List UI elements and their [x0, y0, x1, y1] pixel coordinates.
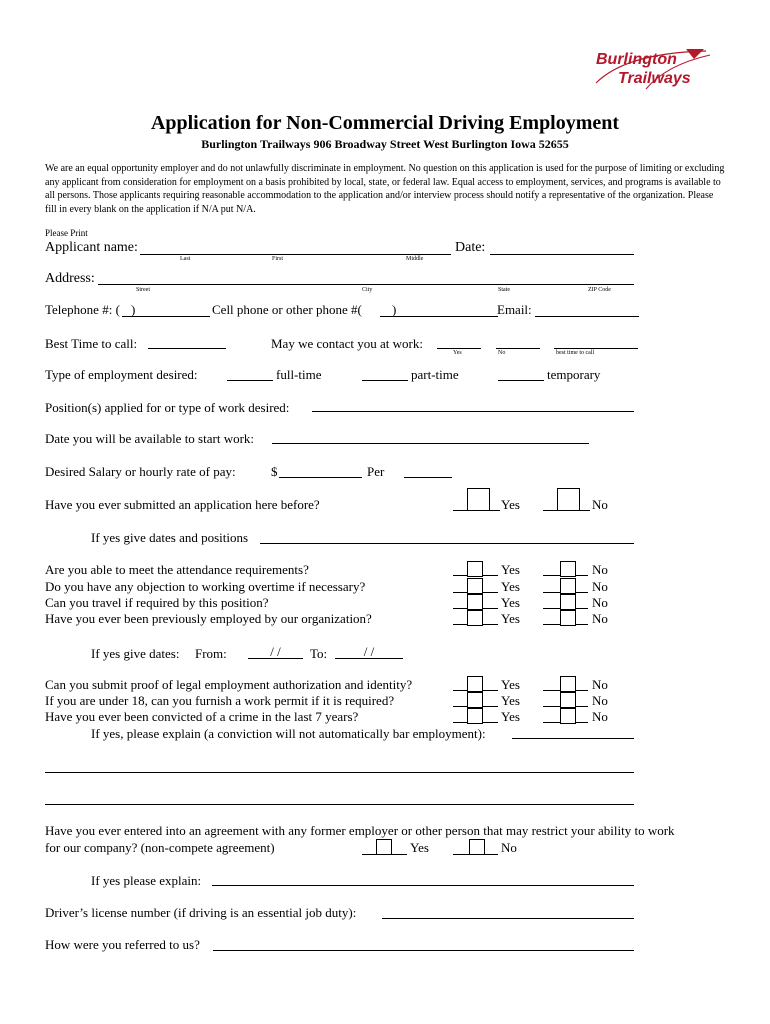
submitted-yes-checkbox[interactable] [467, 488, 490, 511]
cell-close-paren: ) [392, 302, 397, 317]
first-sublabel: First [272, 256, 284, 262]
logo-line1: Burlington [596, 51, 677, 68]
contact-work-label: May we contact you at work: [271, 336, 423, 351]
overtime-yes-label: Yes [501, 579, 520, 594]
crime-explain-line-2[interactable] [45, 772, 634, 773]
last-sublabel: Last [180, 256, 191, 262]
page-subtitle: Burlington Trailways 906 Broadway Street West Burlington Iowa 52655 [201, 137, 569, 151]
attendance-yes-label: Yes [501, 562, 520, 577]
crime-explain-field[interactable] [512, 738, 634, 739]
full-time-field[interactable] [227, 380, 273, 381]
best-time-work-field[interactable] [554, 348, 638, 349]
yes-sublabel: Yes [453, 350, 462, 356]
part-time-label: part-time [411, 367, 459, 382]
currency-symbol: $ [271, 464, 278, 479]
attendance-yes-checkbox[interactable] [467, 561, 483, 577]
legal-auth-yes-label: Yes [501, 677, 520, 692]
applicant-name-label: Applicant name: [45, 240, 138, 255]
zip-sublabel: ZIP Code [588, 287, 611, 293]
contact-work-yes-field[interactable] [437, 348, 481, 349]
travel-no-checkbox[interactable] [560, 594, 576, 610]
noncompete-yes-checkbox[interactable] [376, 839, 392, 855]
telephone-label: Telephone #: ( [45, 302, 120, 317]
travel-no-label: No [592, 595, 608, 610]
part-time-field[interactable] [362, 380, 408, 381]
applicant-name-field[interactable] [140, 254, 451, 255]
attendance-no-label: No [592, 562, 608, 577]
from-date-field[interactable]: / / [248, 646, 303, 659]
question-work-permit: If you are under 18, can you furnish a work permit if it is required? [45, 693, 395, 708]
temporary-field[interactable] [498, 380, 544, 381]
prev-employed-no-label: No [592, 611, 608, 626]
temporary-label: temporary [547, 367, 601, 382]
noncompete-no-checkbox[interactable] [469, 839, 485, 855]
crime-yes-label: Yes [501, 709, 520, 724]
best-time-sublabel: best time to call [556, 350, 595, 356]
prev-employed-yes-checkbox[interactable] [467, 610, 483, 626]
city-sublabel: City [362, 287, 373, 293]
no-sublabel: No [498, 350, 506, 356]
intro-paragraph: We are an equal opportunity employer and do not unlawfully discriminate in employment. No question on this application is used for the purpose of limiting or excluding any applicant from consideration for employment on a basis prohibited by local, state, or federal law. Equal access to employment, services, and programs is available to all persons. Those applicants requiring reasonable accommodation to the application and/or interview process should notify a representative of the organization. Please fill in every blank on the application if N/A put N/A. [45, 163, 725, 215]
employment-type-label: Type of employment desired: [45, 367, 198, 382]
noncompete-no-label: No [501, 840, 517, 855]
overtime-yes-checkbox[interactable] [467, 578, 483, 594]
legal-auth-yes-checkbox[interactable] [467, 676, 483, 692]
full-time-label: full-time [276, 367, 322, 382]
to-date-field[interactable]: / / [335, 646, 403, 659]
positions-label: Position(s) applied for or type of work desired: [45, 400, 290, 415]
from-label: From: [195, 646, 227, 661]
per-label: Per [367, 464, 385, 479]
work-permit-yes-label: Yes [501, 693, 520, 708]
submitted-yes-label: Yes [501, 497, 520, 512]
question-legal-auth: Can you submit proof of legal employment authorization and identity? [45, 677, 413, 692]
telephone-close-paren: ) [131, 302, 136, 317]
work-permit-no-checkbox[interactable] [560, 692, 576, 708]
overtime-no-label: No [592, 579, 608, 594]
contact-work-no-field[interactable] [496, 348, 540, 349]
question-travel: Can you travel if required by this position? [45, 595, 269, 610]
question-prev-employed: Have you ever been previously employed by our organization? [45, 611, 372, 626]
submitted-question: Have you ever submitted an application here before? [45, 497, 320, 512]
logo-line2: Trailways [618, 70, 691, 87]
salary-field[interactable] [279, 477, 362, 478]
email-field[interactable] [535, 316, 639, 317]
middle-sublabel: Middle [406, 256, 424, 262]
to-label: To: [310, 646, 328, 661]
crime-no-checkbox[interactable] [560, 708, 576, 724]
salary-label: Desired Salary or hourly rate of pay: [45, 464, 236, 479]
submitted-no-checkbox[interactable] [557, 488, 580, 511]
please-print-label: Please Print [45, 228, 88, 238]
question-overtime: Do you have any objection to working overtime if necessary? [45, 579, 366, 594]
work-permit-yes-checkbox[interactable] [467, 692, 483, 708]
page-title: Application for Non-Commercial Driving Employment [150, 112, 620, 134]
referred-label: How were you referred to us? [45, 937, 200, 952]
street-sublabel: Street [136, 287, 150, 293]
start-date-field[interactable] [272, 443, 589, 444]
referred-field[interactable] [213, 950, 634, 951]
crime-explain-label: If yes, please explain (a conviction will not automatically bar employment): [91, 726, 486, 741]
company-logo [586, 45, 716, 93]
per-field[interactable] [404, 477, 452, 478]
noncompete-explain-label: If yes please explain: [91, 873, 202, 888]
noncompete-question-line1: Have you ever entered into an agreement with any former employer or other person that may restrict your ability to work [45, 823, 675, 838]
legal-auth-no-checkbox[interactable] [560, 676, 576, 692]
date-label: Date: [455, 240, 486, 255]
address-label: Address: [45, 271, 95, 286]
license-field[interactable] [382, 918, 634, 919]
cell-phone-label: Cell phone or other phone #( [212, 302, 362, 317]
positions-field[interactable] [312, 411, 634, 412]
submitted-dates-field[interactable] [260, 543, 634, 544]
work-permit-no-label: No [592, 693, 608, 708]
question-crime: Have you ever been convicted of a crime in the last 7 years? [45, 709, 359, 724]
email-label: Email: [497, 302, 532, 317]
submitted-followup-label: If yes give dates and positions [91, 530, 249, 545]
dates-followup-label: If yes give dates: [91, 646, 180, 661]
question-attendance: Are you able to meet the attendance requirements? [45, 562, 309, 577]
travel-yes-checkbox[interactable] [467, 594, 483, 610]
noncompete-yes-label: Yes [410, 840, 429, 855]
travel-yes-label: Yes [501, 595, 520, 610]
crime-yes-checkbox[interactable] [467, 708, 483, 724]
cell-phone-field[interactable] [380, 316, 498, 317]
start-date-label: Date you will be available to start work: [45, 431, 255, 446]
attendance-no-checkbox[interactable] [560, 561, 576, 577]
address-field[interactable] [98, 284, 634, 285]
overtime-no-checkbox[interactable] [560, 578, 576, 594]
noncompete-explain-field[interactable] [212, 885, 634, 886]
prev-employed-yes-label: Yes [501, 611, 520, 626]
submitted-no-label: No [592, 497, 608, 512]
best-time-label: Best Time to call: [45, 336, 138, 351]
license-label: Driver’s license number (if driving is an essential job duty): [45, 905, 357, 920]
date-field[interactable] [490, 254, 634, 255]
crime-explain-line-3[interactable] [45, 804, 634, 805]
legal-auth-no-label: No [592, 677, 608, 692]
crime-no-label: No [592, 709, 608, 724]
best-time-field[interactable] [148, 348, 226, 349]
noncompete-question-line2: for our company? (non-compete agreement) [45, 840, 275, 855]
prev-employed-no-checkbox[interactable] [560, 610, 576, 626]
state-sublabel: State [498, 287, 510, 293]
